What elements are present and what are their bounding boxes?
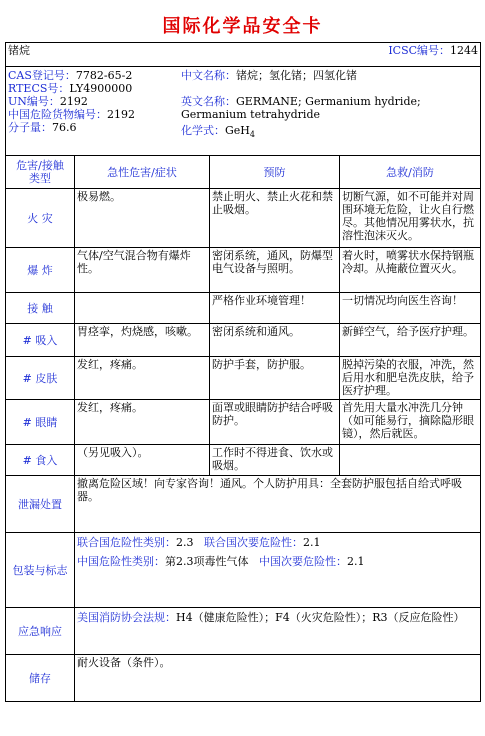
hazard-row-skin bbox=[6, 357, 481, 400]
identity-right bbox=[181, 69, 478, 138]
un-number-label: UN编号： bbox=[8, 95, 60, 108]
cas-label: CAS登记号： bbox=[8, 69, 76, 82]
firstaid-ingestion bbox=[340, 445, 481, 476]
symptoms-ingestion: （另见吸入）。 bbox=[75, 445, 210, 476]
formula-label: 化学式： bbox=[181, 124, 225, 137]
molecular-weight-label: 分子量： bbox=[8, 121, 52, 134]
emergency-row bbox=[6, 608, 481, 655]
spill-text: 撤离危险区域！向专家咨询！通风。个人防护用具：全套防护服包括自给式呼吸器。 bbox=[75, 476, 481, 533]
firstaid-inhalation: 新鲜空气，给予医疗护理。 bbox=[340, 324, 481, 357]
prevention-inhalation: 密闭系统和通风。 bbox=[210, 324, 340, 357]
symptoms-fire: 极易燃。 bbox=[75, 189, 210, 248]
nfpa-text: H4（健康危险性）；F4（火灾危险性）；R3（反应危险性） bbox=[176, 611, 465, 624]
header-row bbox=[6, 156, 481, 189]
category-ingestion: # 食入 bbox=[6, 445, 75, 476]
symptoms-exposure bbox=[75, 293, 210, 324]
hazard-row-ingestion bbox=[6, 445, 481, 476]
prevention-fire: 禁止明火、禁止火花和禁止吸烟。 bbox=[210, 189, 340, 248]
packaging-row bbox=[6, 533, 481, 608]
identity-row bbox=[6, 67, 481, 156]
category-eyes: # 眼睛 bbox=[6, 400, 75, 445]
un-class-value: 2.3 bbox=[176, 536, 194, 549]
storage-text: 耐火设备（条件）。 bbox=[75, 655, 481, 702]
category-packaging: 包装与标志 bbox=[6, 533, 75, 608]
hazard-row-fire bbox=[6, 189, 481, 248]
prevention-ingestion: 工作时不得进食、饮水或吸烟。 bbox=[210, 445, 340, 476]
safety-card-table bbox=[5, 42, 481, 702]
prevention-explosion: 密闭系统，通风，防爆型电气设备与照明。 bbox=[210, 248, 340, 293]
chemical-name: 锗烷 bbox=[8, 44, 30, 57]
category-explosion: 爆 炸 bbox=[6, 248, 75, 293]
prevention-eyes: 面罩或眼睛防护结合呼吸防护。 bbox=[210, 400, 340, 445]
formula-subscript: 4 bbox=[249, 130, 255, 139]
prevention-exposure: 严格作业环境管理！ bbox=[210, 293, 340, 324]
category-skin: # 皮肤 bbox=[6, 357, 75, 400]
hazard-row-inhalation bbox=[6, 324, 481, 357]
category-storage: 储存 bbox=[6, 655, 75, 702]
header-symptoms: 急性危害/症状 bbox=[75, 156, 210, 189]
en-name-line2: Germanium tetrahydride bbox=[181, 108, 320, 121]
header-hazard-type bbox=[6, 156, 75, 189]
un-sub-label: 联合国次要危险性： bbox=[204, 536, 303, 549]
firstaid-eyes: 首先用大量水冲洗几分钟（如可能易行，摘除隐形眼镜），然后就医。 bbox=[340, 400, 481, 445]
header-col1-line1: 危害/接触 bbox=[16, 159, 64, 172]
formula-main: GeH bbox=[225, 124, 250, 137]
firstaid-fire: 切断气源，如不可能并对周围环境无危险，让火自行燃尽。其他情况用雾状水，抗溶性泡沫灭火。 bbox=[340, 189, 481, 248]
icsc-value: 1244 bbox=[450, 44, 479, 57]
symptoms-skin: 发红，疼痛。 bbox=[75, 357, 210, 400]
icsc-label: ICSC编号： bbox=[388, 44, 451, 57]
cn-sub-label: 中国次要危险性： bbox=[259, 555, 347, 568]
card-title: 国际化学品安全卡 bbox=[162, 16, 323, 37]
un-sub-value: 2.1 bbox=[303, 536, 321, 549]
en-name-line1: GERMANE; Germanium hydride; bbox=[236, 95, 421, 108]
category-exposure: 接 触 bbox=[6, 293, 75, 324]
spill-row bbox=[6, 476, 481, 533]
cn-sub-value: 2.1 bbox=[347, 555, 365, 568]
category-fire: 火 灾 bbox=[6, 189, 75, 248]
storage-row bbox=[6, 655, 481, 702]
prevention-skin: 防护手套，防护服。 bbox=[210, 357, 340, 400]
firstaid-explosion: 着火时，喷雾状水保持钢瓶冷却。从掩蔽位置灭火。 bbox=[340, 248, 481, 293]
un-class-label: 联合国危险性类别： bbox=[77, 536, 176, 549]
hazard-row-exposure bbox=[6, 293, 481, 324]
category-inhalation: # 吸入 bbox=[6, 324, 75, 357]
packaging-cell bbox=[75, 533, 481, 608]
header-firstaid: 急救/消防 bbox=[340, 156, 481, 189]
cn-danger-label: 中国危险货物编号： bbox=[8, 108, 107, 121]
emergency-cell bbox=[75, 608, 481, 655]
name-cell bbox=[6, 43, 481, 67]
rtecs-label: RTECS号： bbox=[8, 82, 70, 95]
category-spill: 泄漏处置 bbox=[6, 476, 75, 533]
header-col1-line2: 类型 bbox=[29, 172, 51, 185]
hazard-row-eyes bbox=[6, 400, 481, 445]
identity-cell bbox=[6, 67, 481, 156]
header-prevention: 预防 bbox=[210, 156, 340, 189]
un-number-value: 2192 bbox=[59, 95, 88, 108]
name-row bbox=[6, 43, 481, 67]
icsc-number bbox=[388, 44, 478, 57]
en-name-label: 英文名称： bbox=[181, 95, 236, 108]
cn-name-value: 锗烷；氢化锗；四氢化锗 bbox=[236, 69, 357, 82]
category-emergency: 应急响应 bbox=[6, 608, 75, 655]
cas-value: 7782-65-2 bbox=[75, 69, 133, 82]
symptoms-eyes: 发红，疼痛。 bbox=[75, 400, 210, 445]
symptoms-inhalation: 胃痉挛，灼烧感，咳嗽。 bbox=[75, 324, 210, 357]
cn-class-value: 第2.3项毒性气体 bbox=[165, 555, 249, 568]
cn-class-label: 中国危险性类别： bbox=[77, 555, 165, 568]
rtecs-value: LY4900000 bbox=[69, 82, 133, 95]
symptoms-explosion: 气体/空气混合物有爆炸性。 bbox=[75, 248, 210, 293]
firstaid-exposure: 一切情况均向医生咨询！ bbox=[340, 293, 481, 324]
cn-name-label: 中文名称： bbox=[181, 69, 236, 82]
nfpa-label: 美国消防协会法规： bbox=[77, 611, 176, 624]
identity-left bbox=[8, 69, 181, 138]
hazard-row-explosion bbox=[6, 248, 481, 293]
molecular-weight-value: 76.6 bbox=[52, 121, 77, 134]
firstaid-skin: 脱掉污染的衣服，冲洗，然后用水和肥皂洗皮肤，给予医疗护理。 bbox=[340, 357, 481, 400]
cn-danger-value: 2192 bbox=[107, 108, 135, 121]
